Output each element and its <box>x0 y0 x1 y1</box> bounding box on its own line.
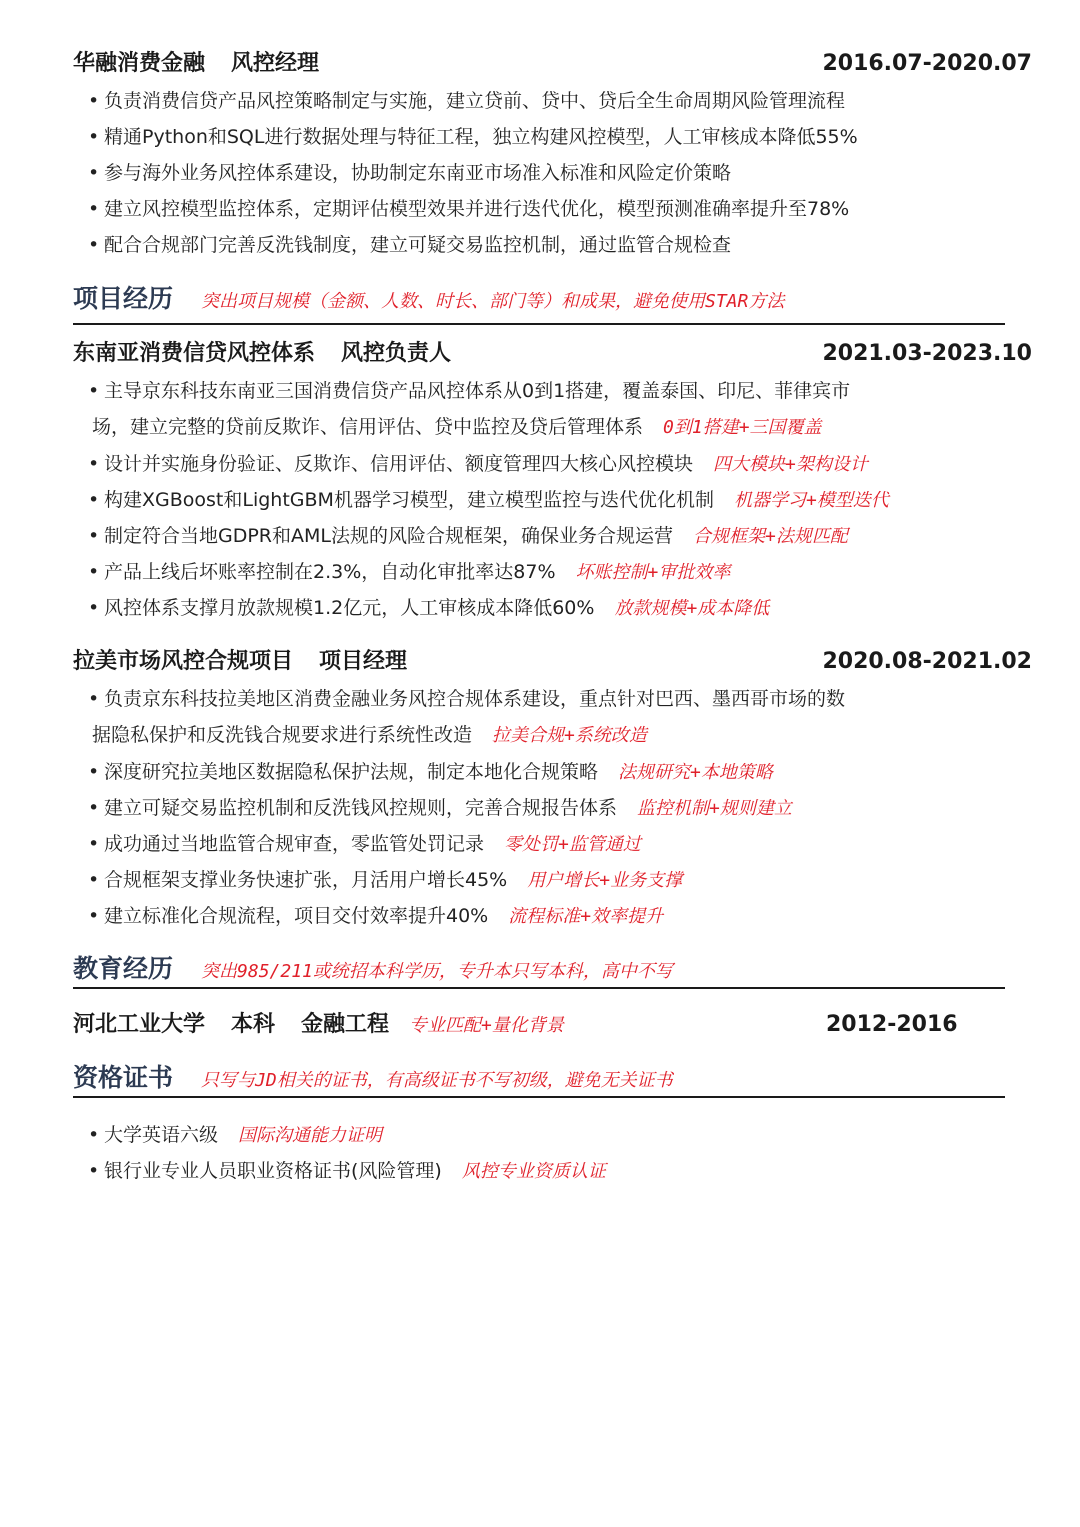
annotation: 流程标准+效率提升 <box>508 906 664 927</box>
education-entry <box>73 1011 564 1040</box>
list-item: • 建立风控模型监控体系，定期评估模型效果并进行迭代优化，模型预测准确率提升至78% <box>88 198 850 220</box>
list-item: • 风控体系支撑月放款规模1.2亿元，人工审核成本降低60% 放款规模+成本降低 <box>88 597 770 619</box>
bullet: • <box>88 597 100 619</box>
annotation: 专业匹配+量化背景 <box>409 1015 564 1036</box>
bullet: • <box>88 761 100 783</box>
list-item: • 配合合规部门完善反洗钱制度，建立可疑交易监控机制，通过监管合规检查 <box>88 234 732 256</box>
list-item: • 构建XGBoost和LightGBM机器学习模型，建立模型监控与迭代优化机制 机器学习+模型迭代 <box>88 489 889 511</box>
annotation: 零处罚+监管通过 <box>504 834 641 855</box>
bullet: • <box>88 797 100 819</box>
annotation: 四大模块+架构设计 <box>713 454 868 475</box>
section-title-projects: 项目经历 突出项目规模（金额、人数、时长、部门等）和成果，避免使用STAR方法 <box>73 284 785 313</box>
bullet: • <box>88 688 100 710</box>
project-title: 拉美市场风控合规项目 项目经理 <box>73 649 408 674</box>
bullet: • <box>88 1124 100 1146</box>
annotation: 放款规模+成本降低 <box>614 598 770 619</box>
annotation: 法规研究+本地策略 <box>618 762 773 783</box>
project-title: 东南亚消费信贷风控体系 风控负责人 <box>73 341 452 366</box>
list-item: • 负责消费信贷产品风控策略制定与实施，建立贷前、贷中、贷后全生命周期风险管理流程 <box>88 90 846 112</box>
degree: 本科 <box>231 1012 276 1037</box>
bullet: • <box>88 380 100 402</box>
list-item: • 成功通过当地监管合规审查，零监管处罚记录 零处罚+监管通过 <box>88 833 641 855</box>
bullet: • <box>88 198 100 220</box>
section-title-certificates: 资格证书 只写与JD相关的证书，有高级证书不写初级，避免无关证书 <box>73 1063 673 1092</box>
list-item: • 参与海外业务风控体系建设，协助制定东南亚市场准入标准和风险定价策略 <box>88 162 732 184</box>
list-item: • 主导京东科技东南亚三国消费信贷产品风控体系从0到1搭建，覆盖泰国、印尼、菲律宾市 <box>88 380 851 402</box>
list-item: • 制定符合当地GDPR和AML法规的风险合规框架，确保业务合规运营 合规框架+法规匹配 <box>88 525 848 547</box>
annotation: 用户增长+业务支撑 <box>527 870 683 891</box>
list-item: • 银行业专业人员职业资格证书(风险管理) 风控专业资质认证 <box>88 1160 606 1182</box>
annotation: 拉美合规+系统改造 <box>492 725 647 746</box>
bullet: • <box>88 905 100 927</box>
bullet: • <box>88 525 100 547</box>
bullet: • <box>88 489 100 511</box>
list-item: • 设计并实施身份验证、反欺诈、信用评估、额度管理四大核心风控模块 四大模块+架构设计 <box>88 453 868 475</box>
section-divider <box>73 1096 1005 1098</box>
school-name: 河北工业大学 <box>73 1012 206 1037</box>
bullet: • <box>88 833 100 855</box>
list-item: • 深度研究拉美地区数据隐私保护法规，制定本地化合规策略 法规研究+本地策略 <box>88 761 773 783</box>
bullet: • <box>88 453 100 475</box>
list-item: • 负责京东科技拉美地区消费金融业务风控合规体系建设，重点针对巴西、墨西哥市场的数 <box>88 688 846 710</box>
section-note: 只写与JD相关的证书，有高级证书不写初级，避免无关证书 <box>201 1070 673 1091</box>
list-item-continuation: 据隐私保护和反洗钱合规要求进行系统性改造 拉美合规+系统改造 <box>92 724 647 746</box>
annotation: 坏账控制+审批效率 <box>575 562 731 583</box>
annotation: 0到1搭建+三国覆盖 <box>663 417 822 438</box>
list-item-continuation: 场，建立完整的贷前反欺诈、信用评估、贷中监控及贷后管理体系 0到1搭建+三国覆盖 <box>92 416 822 438</box>
annotation: 监控机制+规则建立 <box>637 798 792 819</box>
annotation: 风控专业资质认证 <box>461 1161 606 1182</box>
section-divider <box>73 987 1005 989</box>
bullet: • <box>88 162 100 184</box>
bullet: • <box>88 90 100 112</box>
job-role: 风控经理 <box>231 51 320 76</box>
list-item: • 建立标准化合规流程，项目交付效率提升40% 流程标准+效率提升 <box>88 905 664 927</box>
list-item: • 精通Python和SQL进行数据处理与特征工程，独立构建风控模型，人工审核成本降低55% <box>88 126 858 148</box>
list-item: • 产品上线后坏账率控制在2.3%，自动化审批率达87% 坏账控制+审批效率 <box>88 561 731 583</box>
annotation: 国际沟通能力证明 <box>238 1125 383 1146</box>
section-note: 突出项目规模（金额、人数、时长、部门等）和成果，避免使用STAR方法 <box>201 291 785 312</box>
section-note: 突出985/211或统招本科学历，专升本只写本科，高中不写 <box>201 961 673 982</box>
bullet: • <box>88 561 100 583</box>
company-name: 华融消费金融 <box>73 51 206 76</box>
project-date: 2020.08-2021.02 <box>822 649 1032 674</box>
bullet: • <box>88 126 100 148</box>
major: 金融工程 <box>301 1012 390 1037</box>
education-date: 2012-2016 <box>826 1012 958 1037</box>
project-date: 2021.03-2023.10 <box>822 341 1032 366</box>
bullet: • <box>88 234 100 256</box>
annotation: 机器学习+模型迭代 <box>733 490 889 511</box>
section-title-education: 教育经历 突出985/211或统招本科学历，专升本只写本科，高中不写 <box>73 954 673 983</box>
list-item: • 合规框架支撑业务快速扩张，月活用户增长45% 用户增长+业务支撑 <box>88 869 683 891</box>
bullet: • <box>88 1160 100 1182</box>
list-item: • 大学英语六级 国际沟通能力证明 <box>88 1124 383 1146</box>
bullet: • <box>88 869 100 891</box>
annotation: 合规框架+法规匹配 <box>693 526 848 547</box>
section-divider <box>73 323 1005 325</box>
list-item: • 建立可疑交易监控机制和反洗钱风控规则，完善合规报告体系 监控机制+规则建立 <box>88 797 792 819</box>
job-title <box>73 50 319 78</box>
job-date: 2016.07-2020.07 <box>822 51 1032 76</box>
